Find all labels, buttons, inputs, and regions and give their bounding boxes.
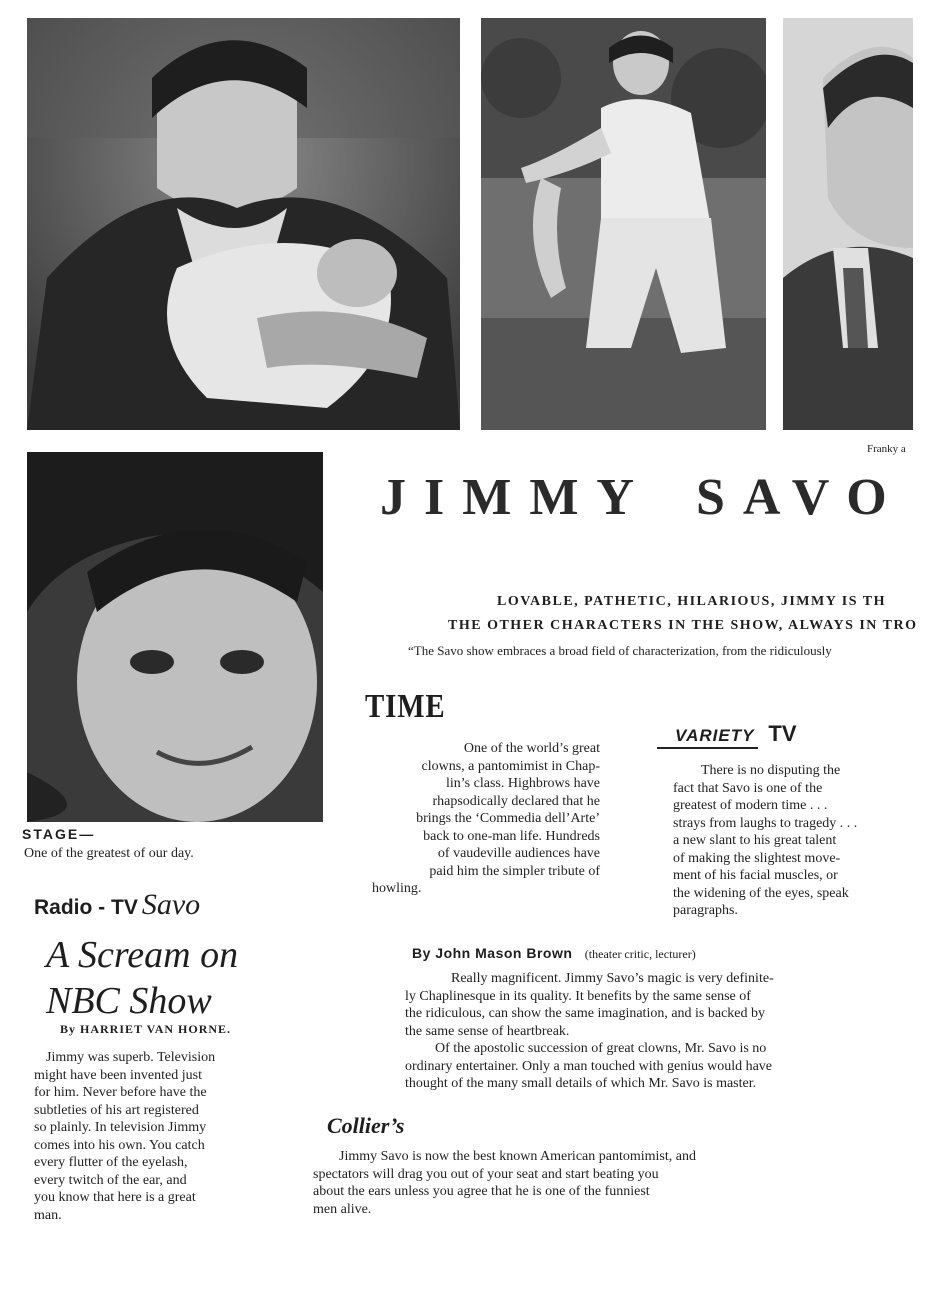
variety-line: There is no disputing the xyxy=(701,763,841,778)
time-line: brings the ‘Commedia dell’Arte’ xyxy=(416,811,600,826)
photo-icon xyxy=(27,452,323,822)
time-line: rhapsodically declared that he xyxy=(432,793,600,809)
variety-label: VARIETY xyxy=(657,726,758,749)
headline-line-1: A Scream on xyxy=(46,934,239,976)
time-line: of vaudeville audiences have xyxy=(437,846,600,861)
time-line: One of the world’s great xyxy=(463,741,600,756)
radio-tv-headline xyxy=(46,932,238,1024)
colliers-line: Jimmy Savo is now the best known American pantomimist, and xyxy=(339,1149,696,1164)
photo-icon xyxy=(481,18,766,430)
variety-line: strays from laughs to tragedy . . . xyxy=(673,815,858,831)
variety-line: fact that Savo is one of the xyxy=(673,780,823,796)
radio-tv-line: so plainly. In television Jimmy xyxy=(34,1120,207,1135)
radio-tv-label: Radio - TV xyxy=(34,896,138,919)
colliers-column xyxy=(313,1148,783,1218)
photo-man-holding-baby xyxy=(27,18,460,430)
subhead-line-2: THE OTHER CHARACTERS IN THE SHOW, ALWAYS IN TRO xyxy=(448,618,918,633)
radio-tv-line: every flutter of the eyelash, xyxy=(34,1155,188,1170)
time-line: paid him the simpler tribute of xyxy=(429,863,600,879)
time-line: lin’s class. Highbrows have xyxy=(446,776,600,791)
brown-line: thought of the many small details of which Mr. Savo is master. xyxy=(405,1076,757,1091)
variety-tv-label: TV xyxy=(768,721,797,746)
brown-line: Of the apostolic succession of great clowns, Mr. Savo is no xyxy=(435,1041,767,1056)
brown-byline: By John Mason Brown xyxy=(412,945,573,961)
quote-line: “The Savo show embraces a broad field of characterization, from the ridiculously xyxy=(408,643,832,658)
radio-tv-line: every twitch of the ear, and xyxy=(34,1172,187,1188)
time-line: back to one-man life. Hundreds xyxy=(423,828,600,844)
variety-line: the widening of the eyes, speak xyxy=(673,885,849,901)
colliers-line: spectators will drag you out of your seat and start beating you xyxy=(313,1166,659,1182)
title-word-savo: SAVO xyxy=(695,469,905,526)
time-line: howling. xyxy=(372,881,422,896)
radio-tv-savo: Savo xyxy=(141,888,201,921)
radio-tv-byline: By HARRIET VAN HORNE. xyxy=(60,1022,232,1036)
photo-jimmy-savo-portrait xyxy=(27,452,323,822)
brown-role: (theater critic, lecturer) xyxy=(584,947,696,961)
variety-line: greatest of modern time . . . xyxy=(673,798,828,813)
brown-line: the ridiculous, can show the same imagination, and is backed by xyxy=(405,1006,766,1021)
brown-byline-row xyxy=(412,945,696,962)
variety-masthead xyxy=(657,721,797,749)
radio-tv-line: man. xyxy=(34,1207,62,1223)
photo-man-crouching-outdoors xyxy=(481,18,766,430)
photo-icon xyxy=(27,18,460,430)
title-word-jimmy: JIMMY xyxy=(380,469,652,526)
stage-label: STAGE— xyxy=(22,826,96,842)
radio-tv-line: you know that here is a great xyxy=(34,1190,196,1205)
colliers-label: Collier’s xyxy=(327,1113,405,1138)
variety-line: paragraphs. xyxy=(673,903,738,918)
variety-line: of making the slightest move- xyxy=(673,850,841,866)
brown-column xyxy=(405,970,861,1093)
radio-tv-line: for him. Never before have the xyxy=(34,1085,207,1100)
photo-caption: Franky a xyxy=(867,443,906,455)
variety-column xyxy=(673,762,899,920)
time-label: TIME xyxy=(365,688,446,725)
brown-line: Really magnificent. Jimmy Savo’s magic is very definite- xyxy=(451,971,774,986)
radio-tv-line: subtleties of his art registered xyxy=(34,1102,199,1118)
radio-tv-line: comes into his own. You catch xyxy=(34,1137,205,1153)
photo-frank-sinatra xyxy=(783,18,913,430)
variety-line: a new slant to his great talent xyxy=(673,833,837,848)
stage-quote: One of the greatest of our day. xyxy=(24,846,194,861)
radio-tv-line: might have been invented just xyxy=(34,1067,202,1083)
brown-line: ordinary entertainer. Only a man touched with genius would have xyxy=(405,1058,773,1074)
radio-tv-line: Jimmy was superb. Television xyxy=(46,1050,216,1065)
page-title xyxy=(380,468,905,527)
brown-line: the same sense of heartbreak. xyxy=(405,1023,570,1039)
brown-line: ly Chaplinesque in its quality. It benefits by the same sense of xyxy=(405,988,751,1004)
headline-line-2: NBC Show xyxy=(46,980,212,1022)
radio-tv-masthead xyxy=(34,888,200,922)
time-column xyxy=(372,740,600,898)
colliers-line: men alive. xyxy=(313,1201,372,1217)
subhead-line-1: LOVABLE, PATHETIC, HILARIOUS, JIMMY IS TH xyxy=(497,594,887,609)
variety-line: ment of his facial muscles, or xyxy=(673,868,838,883)
colliers-line: about the ears unless you agree that he is one of the funniest xyxy=(313,1184,650,1199)
photo-icon xyxy=(783,18,913,430)
radio-tv-column xyxy=(34,1049,262,1224)
time-line: clowns, a pantomimist in Chap- xyxy=(421,758,600,774)
